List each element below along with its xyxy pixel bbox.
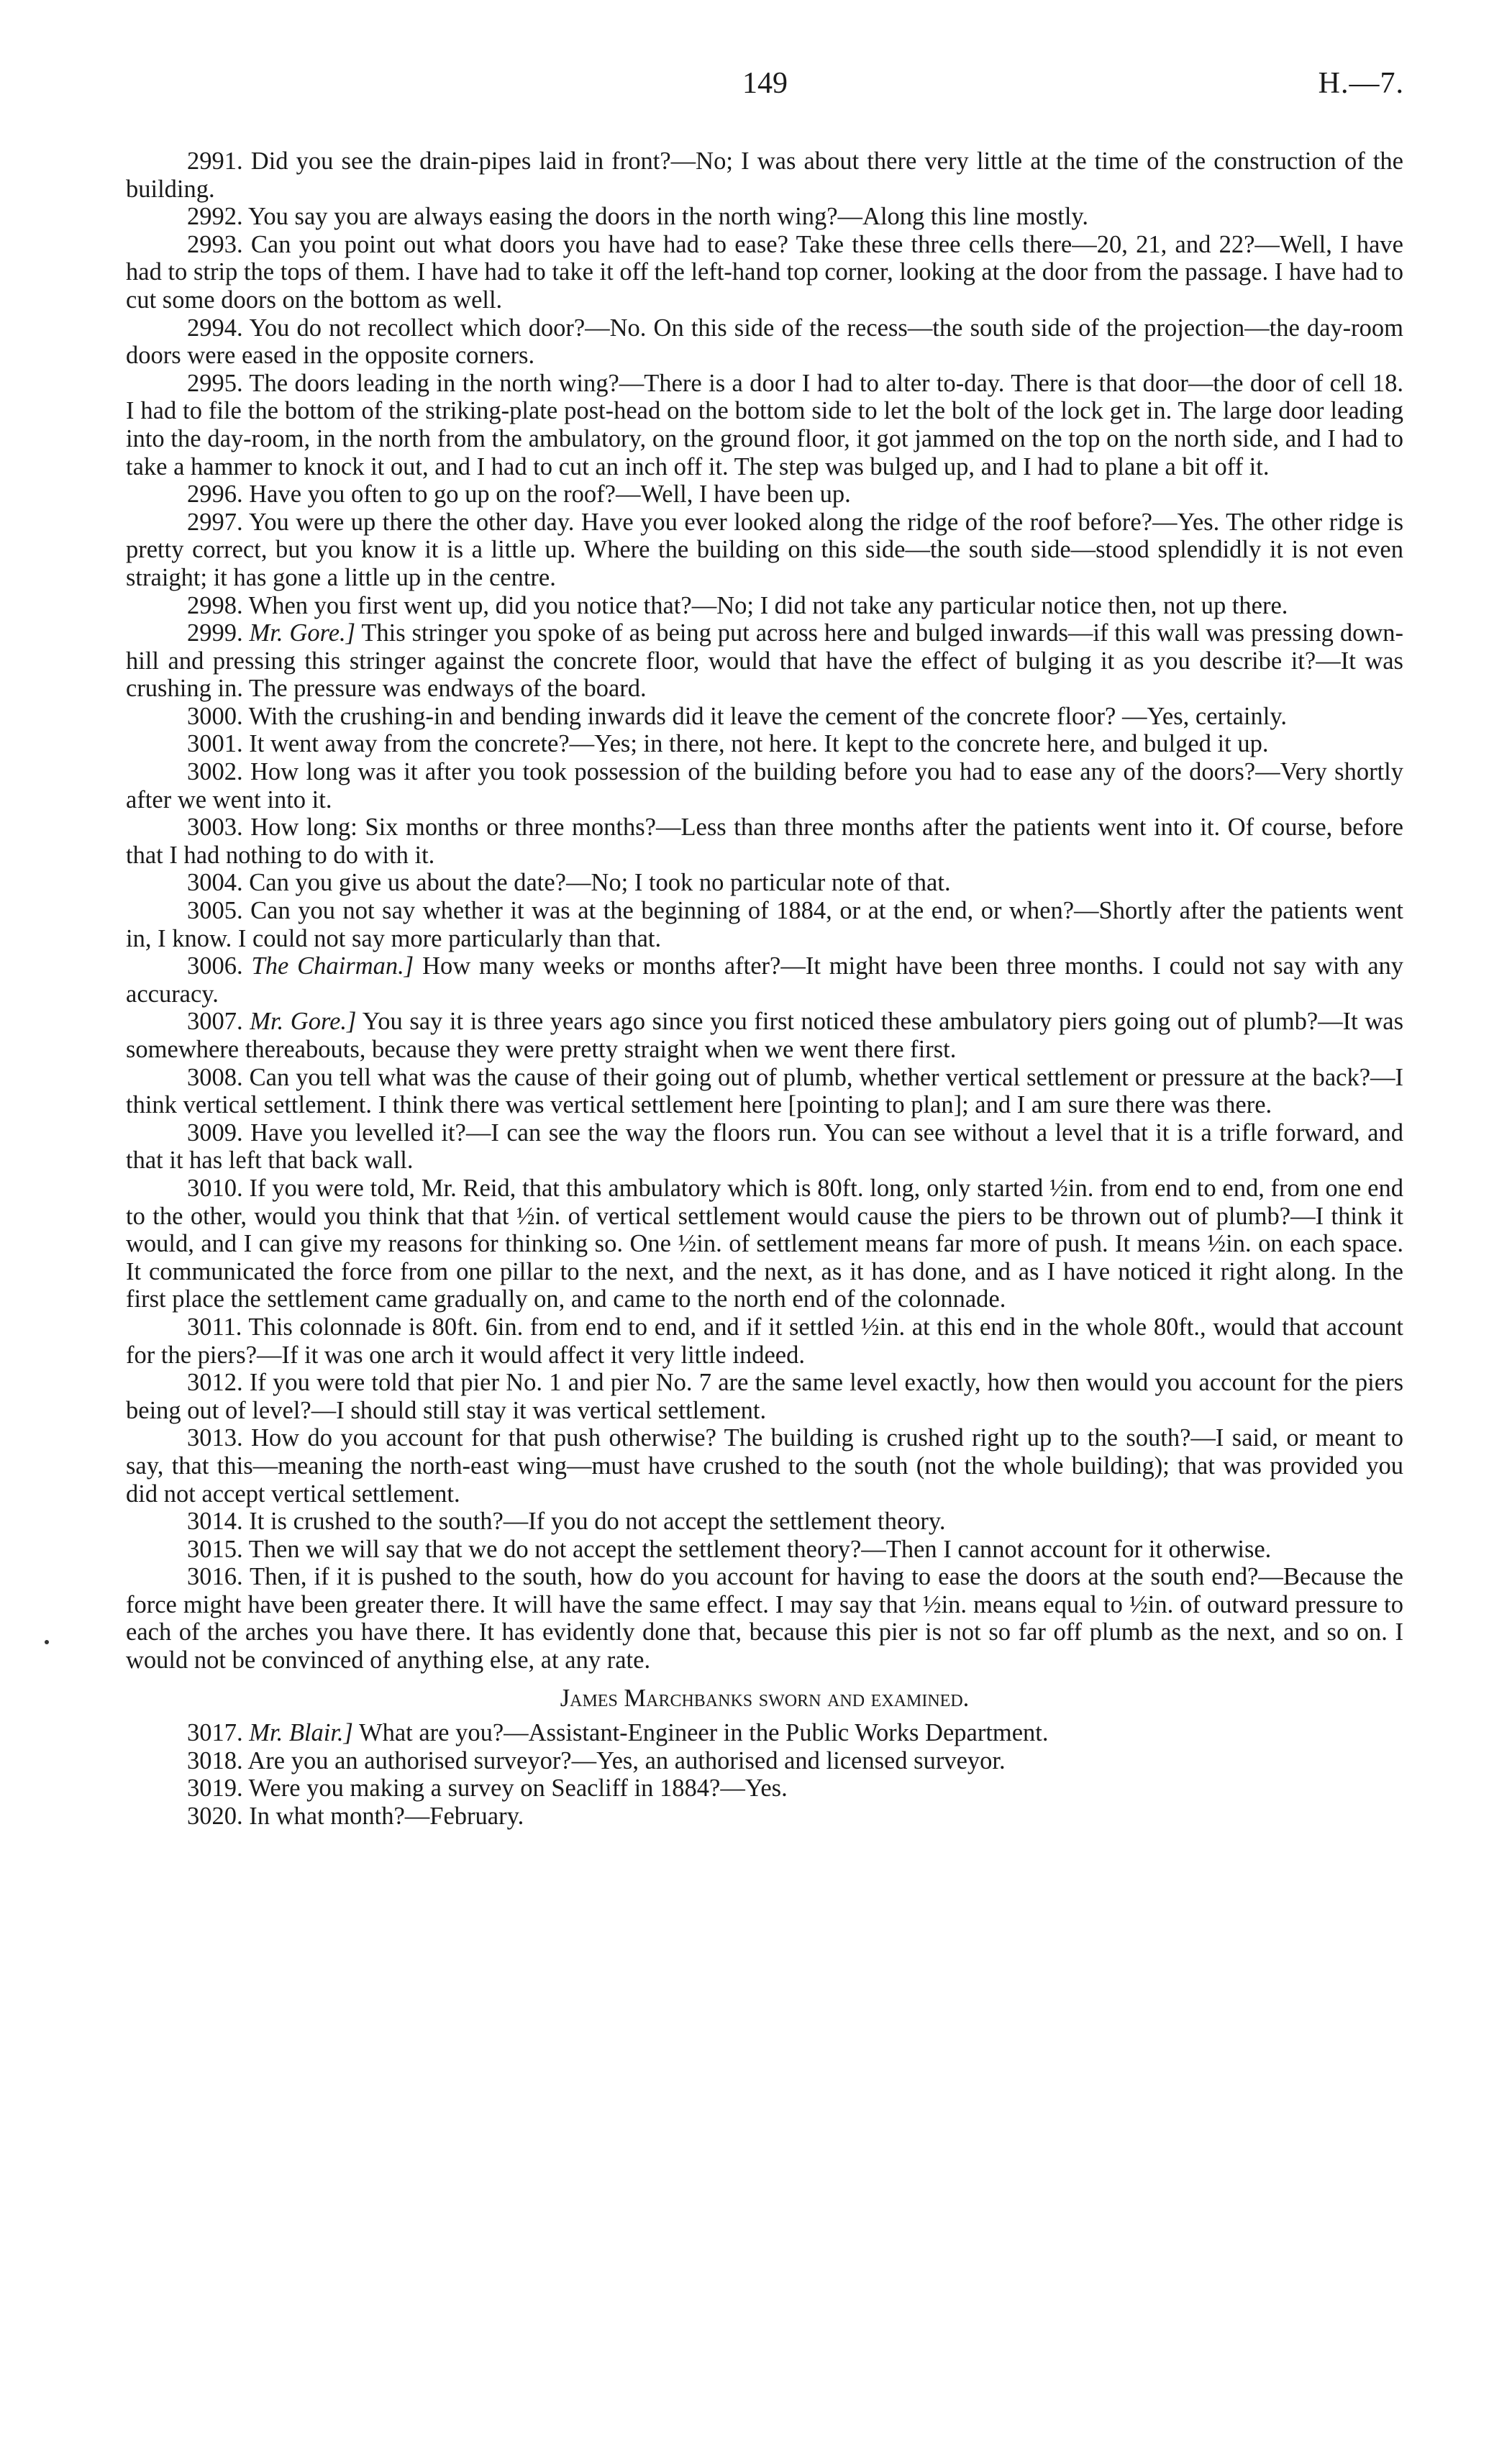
question-paragraph: 3005. Can you not say whether it was at the beginning of 1884, or at the end, or when?—Shortly after the patients went in, I know. I could not say more particularly than that. [126,897,1403,952]
question-paragraph: 3002. How long was it after you took possession of the building before you had to ease any of the doors?—Very shortly after we went into it. [126,758,1403,814]
question-paragraph: 3012. If you were told that pier No. 1 and pier No. 7 are the same level exactly, how then would you account for the piers being out of level?—I should still stay it was vertical settlement. [126,1369,1403,1424]
question-paragraph [126,1719,1403,1747]
speaker-name: Mr. Gore.] [250,1008,357,1036]
question-paragraph: 2992. You say you are always easing the doors in the north wing?—Along this line mostly. [187,203,1089,231]
speaker-name: Mr. Gore.] [249,619,356,647]
margin-dot [45,1640,49,1644]
question-text: You say it is three years ago since you first noticed these ambulatory piers going out of plumb?—It was somewhere thereabouts, because they were pretty straight when we went there first. [126,1008,1403,1063]
question-paragraph: 3013. How do you account for that push otherwise? The building is crushed right up to the south?—I said, or meant to say, that this—meaning the north-east wing—must have crushed to the south (not the whole building); that was provided you did not accept vertical settlement. [126,1424,1403,1508]
document-code: H.—7. [1318,67,1404,100]
question-paragraph: 3000. With the crushing-in and bending inwards did it leave the cement of the concrete floor? —Yes, certainly. [187,702,1287,730]
question-paragraph: 3003. How long: Six months or three months?—Less than three months after the patients went into it. Of course, before that I had nothing to do with it. [126,814,1403,869]
question-paragraph: 3011. This colonnade is 80ft. 6in. from end to end, and if it settled ½in. at this end in the whole 80ft., would that account for the piers?—If it was one arch it would affect it very little indeed. [126,1313,1403,1369]
question-paragraph: 3001. It went away from the concrete?—Yes; in there, not here. It kept to the concrete here, and bulged it up. [187,730,1269,758]
question-paragraph [126,952,1403,1008]
question-text: What are you?—Assistant-Engineer in the Public Works Department. [359,1719,1049,1747]
question-paragraph: 3008. Can you tell what was the cause of their going out of plumb, whether vertical settlement or pressure at the back?—I think vertical settlement. I think there was vertical settlement here [pointing to plan]; and I am sure there was there. [126,1063,1403,1119]
question-paragraph: 2994. You do not recollect which door?—No. On this side of the recess—the south side of the projection—the day-room doors were eased in the opposite corners. [126,314,1403,370]
question-paragraph [126,1008,1403,1063]
speaker-name: Mr. Blair.] [249,1719,353,1747]
transcript-body [126,147,1403,1831]
question-paragraph: 2991. Did you see the drain-pipes laid in front?—No; I was about there very little at the time of the construction of the building. [126,147,1403,203]
question-paragraph: 3015. Then we will say that we do not accept the settlement theory?—Then I cannot account for it otherwise. [187,1535,1272,1563]
question-paragraph: 2995. The doors leading in the north wing?—There is a door I had to alter to-day. There is that door—the door of cell 18. I had to file the bottom of the striking-plate post-head on the bottom side to let the bolt of the lock get in. The large door leading into the day-room, in the north from the ambulatory, on the ground floor, it got jammed on the top on the north side, and I had to take a hammer to knock it out, and I had to cut an inch off it. The step was bulged up, and I had to plane a bit off it. [126,369,1403,480]
question-paragraph: 3016. Then, if it is pushed to the south, how do you account for having to ease the doors at the south end?—Because the force might have been greater there. It will have the same effect. I may say that ½in. means equal to ½in. of outward pressure to each of the arches you have there. It has evidently done that, because this pier is not so far off plumb as the next, and so on. I would not be convinced of anything else, at any rate. [126,1563,1403,1674]
question-paragraph: 3018. Are you an authorised surveyor?—Yes, an authorised and licensed surveyor. [187,1746,1006,1774]
question-text: How many weeks or months after?—It might have been three months. I could not say with any accuracy. [126,952,1404,1008]
question-paragraph: 3019. Were you making a survey on Seacliff in 1884?—Yes. [187,1774,788,1803]
question-paragraph: 2997. You were up there the other day. Have you ever looked along the ridge of the roof before?—Yes. The other ridge is pretty correct, but you know it is a little up. Where the building on this side—the south side—stood splendidly it is not even straight; it has gone a little up in the centre. [126,508,1403,591]
question-paragraph: 3004. Can you give us about the date?—No; I took no particular note of that. [187,869,951,897]
question-paragraph: 2993. Can you point out what doors you have had to ease? Take these three cells there—20, 21, and 22?—Well, I have had to strip the tops of them. I have had to take it off the left-hand top corner, looking at the door from the passage. I have had to cut some doors on the bottom as well. [126,230,1403,314]
question-paragraph: 2996. Have you often to go up on the roof?—Well, I have been up. [187,480,851,509]
question-text: This stringer you spoke of as being put across here and bulged inwards—if this wall was pressing down-hill and pressing this stringer against the concrete floor, would that have the effect of bulging it as you describe it?—It was crushing in. The pressure was endways of the board. [126,619,1403,703]
question-paragraph: 3020. In what month?—February. [187,1803,524,1831]
question-paragraph: 3014. It is crushed to the south?—If you do not accept the settlement theory. [187,1508,946,1536]
speaker-name: The Chairman.] [251,952,414,980]
section-heading: James Marchbanks sworn and examined. [560,1684,970,1712]
questions-list-after [126,1719,1403,1830]
question-paragraph: 3009. Have you levelled it?—I can see the way the floors run. You can see without a level that it is a trifle forward, and that it has left that back wall. [126,1118,1403,1175]
question-number: 2999. [187,619,243,647]
question-number: 3017. [187,1719,243,1747]
page-header [126,66,1404,109]
question-number: 3007. [187,1008,243,1036]
question-paragraph [126,619,1403,703]
question-paragraph: 3010. If you were told, Mr. Reid, that this ambulatory which is 80ft. long, only started ½in. from end to end, from one end to the other, would you think that that ½in. of vertical settlement would cause the piers to be thrown out of plumb?—I think it would, and I can give my reasons for thinking so. One ½in. of settlement means far more of push. It means ½in. on each space. It communicated the force from one pillar to the next, and the next, as it has done, and as I have noticed it right along. In the first place the settlement came gradually on, and came to the north end of the colonnade. [126,1174,1403,1313]
question-paragraph: 2998. When you first went up, did you notice that?—No; I did not take any particular notice then, not up there. [187,591,1288,619]
questions-list [126,147,1403,1674]
question-number: 3006. [187,952,243,980]
page-number: 149 [742,67,788,100]
